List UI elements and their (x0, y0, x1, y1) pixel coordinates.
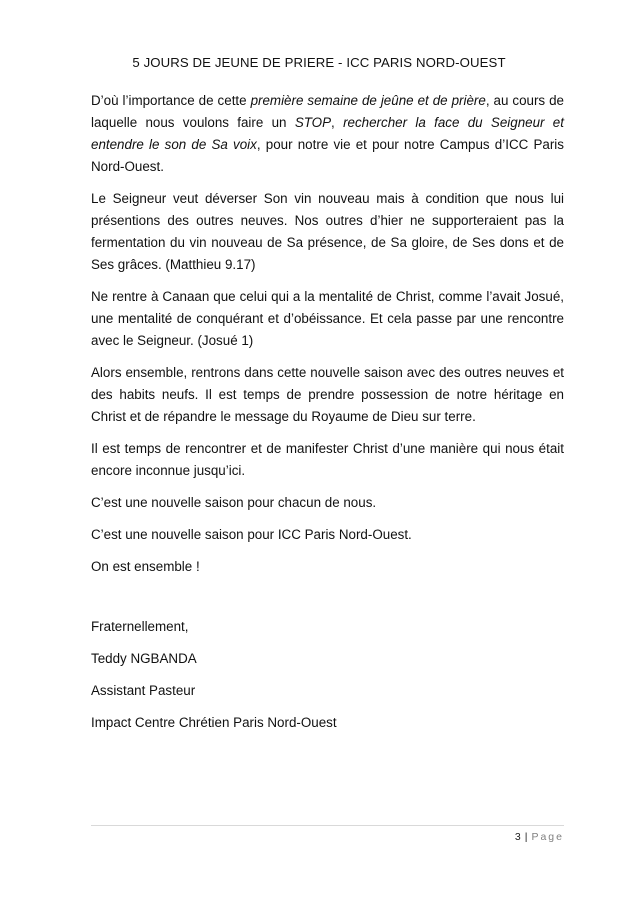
intro-text-c: , au cours de laquelle nous voulons faire un (91, 93, 564, 130)
page-number: 3 (514, 831, 521, 843)
paragraph-intro (91, 90, 564, 178)
paragraph-new-wine: Le Seigneur veut déverser Son vin nouveau mais à condition que nous lui présentions des outres neuves. Nos outres d’hier ne supporteraient pas la fermentation du vin nouveau de Sa présence, de Sa gloire, de Ses dons et de Ses grâces. (Matthieu 9.17) (91, 191, 564, 272)
intro-text-a: D’où l’importance de cette (91, 93, 251, 108)
document-body (91, 90, 564, 744)
page-title: 5 JOURS DE JEUNE DE PRIERE - ICC PARIS NORD-OUEST (132, 55, 506, 70)
paragraph-canaan: Ne rentre à Canaan que celui qui a la mentalité de Christ, comme l’avait Josué, une mentalité de conquérant et d’obéissance. Et cela passe par une rencontre avec le Seigneur. (Josué 1) (91, 289, 564, 348)
footer-divider (91, 825, 564, 826)
footer-separator: | (524, 831, 528, 843)
intro-text-e: , (331, 115, 344, 130)
intro-emphasis-seek: rechercher la face du Seigneur et entendre le son de Sa voix (91, 115, 564, 152)
paragraph-manifest: Il est temps de rencontrer et de manifester Christ d’une manière qui nous était encore inconnue jusqu’ici. (91, 441, 564, 478)
signature-org: Impact Centre Chrétien Paris Nord-Ouest (91, 715, 337, 730)
page-footer (515, 831, 564, 843)
paragraph-together: On est ensemble ! (91, 559, 200, 574)
paragraph-season-icc: C’est une nouvelle saison pour ICC Paris Nord-Ouest. (91, 527, 412, 542)
signature-closing: Fraternellement, (91, 619, 189, 634)
paragraph-season-each: C’est une nouvelle saison pour chacun de nous. (91, 495, 377, 510)
intro-emphasis-fast: première semaine de jeûne et de prière (250, 93, 486, 108)
signature-name: Teddy NGBANDA (91, 651, 197, 666)
page-label: Page (531, 831, 564, 843)
paragraph-new-season: Alors ensemble, rentrons dans cette nouvelle saison avec des outres neuves et des habits neufs. Il est temps de prendre possession de notre héritage en Christ et de répandre le message du Royaume de Dieu sur terre. (91, 365, 564, 424)
intro-text-g: , pour notre vie et pour notre Campus d’ICC Paris Nord-Ouest. (91, 137, 564, 174)
intro-emphasis-stop: STOP (294, 115, 332, 130)
signature-role: Assistant Pasteur (91, 683, 196, 698)
